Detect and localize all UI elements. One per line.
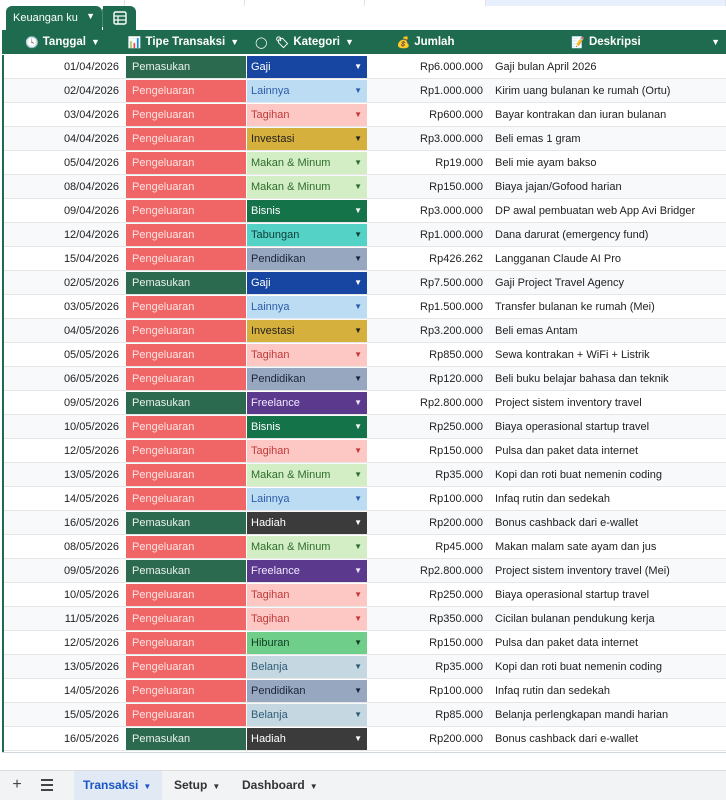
kategori-dropdown[interactable] xyxy=(247,608,367,630)
jumlah-cell[interactable]: Rp250.000 xyxy=(429,589,483,601)
deskripsi-cell[interactable]: Dana darurat (emergency fund) xyxy=(495,229,649,241)
kategori-label: Tagihan xyxy=(251,109,290,121)
tanggal-cell[interactable]: 09/05/2026 xyxy=(63,397,119,409)
deskripsi-cell[interactable]: Makan malam sate ayam dan jus xyxy=(495,541,657,553)
table-row xyxy=(4,343,726,367)
tag-icon: 🏷 xyxy=(275,36,290,49)
deskripsi-cell[interactable]: Gaji Project Travel Agency xyxy=(495,277,625,289)
kategori-dropdown[interactable] xyxy=(247,656,367,678)
tipe-transaksi-cell[interactable]: Pengeluaran xyxy=(126,248,246,270)
jumlah-cell[interactable]: Rp200.000 xyxy=(429,517,483,529)
jumlah-cell[interactable]: Rp3.000.000 xyxy=(420,133,483,145)
deskripsi-cell[interactable]: Biaya operasional startup travel xyxy=(495,421,650,433)
jumlah-cell[interactable]: Rp850.000 xyxy=(429,349,483,361)
table-row xyxy=(4,175,726,199)
kategori-label: Freelance xyxy=(251,397,300,409)
dropdown-arrow-icon[interactable]: ▼ xyxy=(354,446,362,455)
kategori-label: Belanja xyxy=(251,661,288,673)
kategori-label: Belanja xyxy=(251,709,288,721)
chevron-down-icon[interactable]: ▼ xyxy=(309,782,318,791)
dropdown-arrow-icon[interactable]: ▼ xyxy=(354,638,362,647)
tanggal-cell[interactable]: 08/04/2026 xyxy=(63,181,119,193)
tanggal-cell[interactable]: 04/05/2026 xyxy=(63,325,119,337)
header-tipe-label: Tipe Transaksi xyxy=(145,36,226,48)
table-row xyxy=(4,487,726,511)
header-jumlah-label: Jumlah xyxy=(414,36,455,48)
dropdown-arrow-icon[interactable]: ▼ xyxy=(354,590,362,599)
table-row xyxy=(4,367,726,391)
tipe-transaksi-cell[interactable]: Pengeluaran xyxy=(126,320,246,342)
table-header-row xyxy=(2,30,726,54)
table-row xyxy=(4,391,726,415)
header-tanggal-label: Tanggal xyxy=(42,36,86,48)
jumlah-cell[interactable]: Rp100.000 xyxy=(429,685,483,697)
header-deskripsi[interactable] xyxy=(486,30,726,54)
kategori-dropdown[interactable] xyxy=(247,152,367,174)
tipe-transaksi-cell[interactable]: Pengeluaran xyxy=(126,440,246,462)
jumlah-cell[interactable]: Rp19.000 xyxy=(435,157,483,169)
tanggal-cell[interactable]: 05/05/2026 xyxy=(63,349,119,361)
kategori-label: Hadiah xyxy=(251,517,286,529)
dropdown-arrow-icon[interactable]: ▼ xyxy=(354,422,362,431)
jumlah-cell[interactable]: Rp3.000.000 xyxy=(420,205,483,217)
kategori-dropdown[interactable] xyxy=(247,224,367,246)
table-row xyxy=(4,463,726,487)
bar-chart-icon: 📊 xyxy=(127,36,142,49)
jumlah-cell[interactable]: Rp45.000 xyxy=(435,541,483,553)
kategori-dropdown[interactable] xyxy=(247,320,367,342)
table-view-bar xyxy=(0,6,726,30)
tab-dashboard-label: Dashboard xyxy=(242,778,305,792)
header-tanggal[interactable] xyxy=(2,30,123,54)
tipe-transaksi-cell[interactable]: Pengeluaran xyxy=(126,152,246,174)
dropdown-arrow-icon[interactable]: ▼ xyxy=(354,86,362,95)
tipe-transaksi-cell[interactable]: Pengeluaran xyxy=(126,680,246,702)
kategori-label: Tagihan xyxy=(251,613,290,625)
deskripsi-cell[interactable]: Bonus cashback dari e-wallet xyxy=(495,517,639,529)
kategori-label: Lainnya xyxy=(251,301,290,313)
dropdown-arrow-icon[interactable]: ▼ xyxy=(354,734,362,743)
tanggal-cell[interactable]: 04/04/2026 xyxy=(63,133,119,145)
kategori-dropdown[interactable] xyxy=(247,512,367,534)
tanggal-cell[interactable]: 13/05/2026 xyxy=(63,661,119,673)
tanggal-cell[interactable]: 09/04/2026 xyxy=(63,205,119,217)
tipe-transaksi-cell[interactable]: Pemasukan xyxy=(126,56,246,78)
kategori-label: Tagihan xyxy=(251,589,290,601)
deskripsi-cell[interactable]: Transfer bulanan ke rumah (Mei) xyxy=(495,301,655,313)
jumlah-cell[interactable]: Rp2.800.000 xyxy=(420,397,483,409)
table-row xyxy=(4,271,726,295)
tanggal-cell[interactable]: 01/04/2026 xyxy=(63,61,119,73)
table-row xyxy=(4,631,726,655)
kategori-label: Lainnya xyxy=(251,493,290,505)
tanggal-cell[interactable]: 15/05/2026 xyxy=(63,709,119,721)
kategori-dropdown[interactable] xyxy=(247,392,367,414)
kategori-dropdown[interactable] xyxy=(247,56,367,78)
deskripsi-cell[interactable]: Bayar kontrakan dan iuran bulanan xyxy=(495,109,667,121)
chip-icon: ◯ xyxy=(255,36,268,49)
kategori-dropdown[interactable] xyxy=(247,248,367,270)
jumlah-cell[interactable]: Rp35.000 xyxy=(435,469,483,481)
kategori-label: Tagihan xyxy=(251,349,290,361)
dropdown-arrow-icon[interactable]: ▼ xyxy=(354,614,362,623)
header-tipe[interactable] xyxy=(123,30,244,54)
dropdown-arrow-icon[interactable]: ▼ xyxy=(354,350,362,359)
deskripsi-cell[interactable]: Sewa kontrakan + WiFi + Listrik xyxy=(495,349,650,361)
table-row xyxy=(4,607,726,631)
kategori-label: Makan & Minum xyxy=(251,157,331,169)
clock-icon: 🕓 xyxy=(25,36,39,49)
deskripsi-cell[interactable]: DP awal pembuatan web App Avi Bridger xyxy=(495,205,696,217)
tipe-transaksi-cell[interactable]: Pengeluaran xyxy=(126,464,246,486)
table-view-chip[interactable] xyxy=(6,6,102,30)
header-kategori-label: Kategori xyxy=(293,36,340,48)
dropdown-arrow-icon[interactable]: ▼ xyxy=(354,686,362,695)
kategori-label: Pendidikan xyxy=(251,373,306,385)
jumlah-cell[interactable]: Rp2.800.000 xyxy=(420,565,483,577)
kategori-label: Bisnis xyxy=(251,421,281,433)
table-row xyxy=(4,703,726,727)
kategori-dropdown[interactable] xyxy=(247,584,367,606)
chevron-down-icon[interactable]: ▼ xyxy=(345,37,354,47)
header-jumlah[interactable] xyxy=(365,30,486,54)
tipe-transaksi-cell[interactable]: Pengeluaran xyxy=(126,80,246,102)
jumlah-cell[interactable]: Rp6.000.000 xyxy=(420,61,483,73)
tipe-transaksi-cell[interactable]: Pemasukan xyxy=(126,392,246,414)
tipe-transaksi-cell[interactable]: Pengeluaran xyxy=(126,104,246,126)
tanggal-cell[interactable]: 08/05/2026 xyxy=(63,541,119,553)
tab-transaksi-label: Transaksi xyxy=(83,778,139,792)
tanggal-cell[interactable]: 11/05/2026 xyxy=(64,613,119,625)
kategori-dropdown[interactable] xyxy=(247,536,367,558)
table-icon xyxy=(113,11,127,25)
table-row xyxy=(4,151,726,175)
tanggal-cell[interactable]: 12/04/2026 xyxy=(63,229,119,241)
tanggal-cell[interactable]: 10/05/2026 xyxy=(63,421,119,433)
kategori-label: Gaji xyxy=(251,61,271,73)
tipe-transaksi-cell[interactable]: Pengeluaran xyxy=(126,584,246,606)
tanggal-cell[interactable]: 10/05/2026 xyxy=(63,589,119,601)
jumlah-cell[interactable]: Rp120.000 xyxy=(429,373,483,385)
deskripsi-cell[interactable]: Beli emas 1 gram xyxy=(495,133,581,145)
dropdown-arrow-icon[interactable]: ▼ xyxy=(354,542,362,551)
tipe-transaksi-cell[interactable]: Pengeluaran xyxy=(126,536,246,558)
tanggal-cell[interactable]: 13/05/2026 xyxy=(63,469,119,481)
jumlah-cell[interactable]: Rp1.500.000 xyxy=(420,301,483,313)
kategori-label: Hiburan xyxy=(251,637,290,649)
deskripsi-cell[interactable]: Beli emas Antam xyxy=(495,325,578,337)
dropdown-arrow-icon[interactable]: ▼ xyxy=(354,662,362,671)
dropdown-arrow-icon[interactable]: ▼ xyxy=(354,230,362,239)
tanggal-cell[interactable]: 12/05/2026 xyxy=(63,445,119,457)
tanggal-cell[interactable]: 15/04/2026 xyxy=(63,253,119,265)
header-deskripsi-label: Deskripsi xyxy=(588,36,641,48)
tab-setup-label: Setup xyxy=(174,778,208,792)
table-row xyxy=(4,79,726,103)
table-row xyxy=(4,247,726,271)
tanggal-cell[interactable]: 03/04/2026 xyxy=(63,109,119,121)
kategori-label: Pendidikan xyxy=(251,253,306,265)
tipe-transaksi-cell[interactable]: Pengeluaran xyxy=(126,368,246,390)
kategori-label: Gaji xyxy=(251,277,271,289)
jumlah-cell[interactable]: Rp100.000 xyxy=(429,493,483,505)
table-row xyxy=(4,319,726,343)
deskripsi-cell[interactable]: Cicilan bulanan pendukung kerja xyxy=(495,613,655,625)
tipe-transaksi-cell[interactable]: Pengeluaran xyxy=(126,704,246,726)
table-row xyxy=(4,559,726,583)
tanggal-cell[interactable]: 03/05/2026 xyxy=(63,301,119,313)
tipe-transaksi-cell[interactable]: Pemasukan xyxy=(126,728,246,750)
table-row xyxy=(4,439,726,463)
table-row xyxy=(4,583,726,607)
money-bag-icon: 💰 xyxy=(396,36,411,49)
kategori-dropdown[interactable] xyxy=(247,368,367,390)
deskripsi-cell[interactable]: Pulsa dan paket data internet xyxy=(495,445,639,457)
tipe-transaksi-cell[interactable]: Pengeluaran xyxy=(126,416,246,438)
dropdown-arrow-icon[interactable]: ▼ xyxy=(354,110,362,119)
jumlah-cell[interactable]: Rp1.000.000 xyxy=(420,85,483,97)
jumlah-cell[interactable]: Rp350.000 xyxy=(429,613,483,625)
tanggal-cell[interactable]: 14/05/2026 xyxy=(63,685,119,697)
table-row xyxy=(4,535,726,559)
kategori-dropdown[interactable] xyxy=(247,416,367,438)
table-row xyxy=(4,295,726,319)
deskripsi-cell[interactable]: Kirim uang bulanan ke rumah (Ortu) xyxy=(495,85,671,97)
table-row xyxy=(4,415,726,439)
tipe-transaksi-cell[interactable]: Pengeluaran xyxy=(126,632,246,654)
tanggal-cell[interactable]: 12/05/2026 xyxy=(63,637,119,649)
deskripsi-cell[interactable]: Kopi dan roti buat nemenin coding xyxy=(495,469,662,481)
grid-bottom-area xyxy=(2,752,726,770)
kategori-label: Lainnya xyxy=(251,85,290,97)
deskripsi-cell[interactable]: Beli mie ayam bakso xyxy=(495,157,597,169)
kategori-dropdown[interactable] xyxy=(247,296,367,318)
dropdown-arrow-icon[interactable]: ▼ xyxy=(354,182,362,191)
jumlah-cell[interactable]: Rp600.000 xyxy=(429,109,483,121)
tipe-transaksi-cell[interactable]: Pengeluaran xyxy=(126,344,246,366)
tipe-transaksi-cell[interactable]: Pengeluaran xyxy=(126,656,246,678)
tipe-transaksi-cell[interactable]: Pengeluaran xyxy=(126,608,246,630)
deskripsi-cell[interactable]: Biaya operasional startup travel xyxy=(495,589,650,601)
jumlah-cell[interactable]: Rp150.000 xyxy=(429,637,483,649)
tipe-transaksi-cell[interactable]: Pengeluaran xyxy=(126,224,246,246)
kategori-label: Freelance xyxy=(251,565,300,577)
table-row xyxy=(4,127,726,151)
dropdown-arrow-icon[interactable]: ▼ xyxy=(354,398,362,407)
transaction-table xyxy=(2,55,726,752)
kategori-label: Makan & Minum xyxy=(251,469,331,481)
deskripsi-cell[interactable]: Project sistem inventory travel (Mei) xyxy=(495,565,670,577)
deskripsi-cell[interactable]: Belanja perlengkapan mandi harian xyxy=(495,709,669,721)
table-row xyxy=(4,727,726,751)
tab-setup[interactable] xyxy=(174,771,232,800)
table-row xyxy=(4,199,726,223)
table-row xyxy=(4,103,726,127)
tab-dashboard[interactable] xyxy=(242,771,332,800)
dropdown-arrow-icon[interactable]: ▼ xyxy=(354,134,362,143)
kategori-dropdown[interactable] xyxy=(247,200,367,222)
kategori-dropdown[interactable] xyxy=(247,104,367,126)
deskripsi-cell[interactable]: Kopi dan roti buat nemenin coding xyxy=(495,661,662,673)
deskripsi-cell[interactable]: Project sistem inventory travel xyxy=(495,397,642,409)
dropdown-arrow-icon[interactable]: ▼ xyxy=(354,302,362,311)
dropdown-arrow-icon[interactable]: ▼ xyxy=(354,518,362,527)
deskripsi-cell[interactable]: Infaq rutin dan sedekah xyxy=(495,685,610,697)
dropdown-arrow-icon[interactable]: ▼ xyxy=(354,374,362,383)
dropdown-arrow-icon[interactable]: ▼ xyxy=(354,494,362,503)
deskripsi-cell[interactable]: Bonus cashback dari e-wallet xyxy=(495,733,639,745)
chevron-down-icon[interactable]: ▼ xyxy=(230,37,240,47)
tanggal-cell[interactable]: 09/05/2026 xyxy=(63,565,119,577)
kategori-dropdown[interactable] xyxy=(247,440,367,462)
tipe-transaksi-cell[interactable]: Pengeluaran xyxy=(126,488,246,510)
deskripsi-cell[interactable]: Biaya jajan/Gofood harian xyxy=(495,181,622,193)
kategori-label: Pendidikan xyxy=(251,685,306,697)
jumlah-cell[interactable]: Rp85.000 xyxy=(435,709,483,721)
tanggal-cell[interactable]: 14/05/2026 xyxy=(63,493,119,505)
kategori-label: Makan & Minum xyxy=(251,541,331,553)
hamburger-menu-icon[interactable] xyxy=(38,776,56,796)
dropdown-arrow-icon[interactable]: ▼ xyxy=(354,566,362,575)
kategori-label: Makan & Minum xyxy=(251,181,331,193)
dropdown-arrow-icon[interactable]: ▼ xyxy=(354,62,362,71)
tanggal-cell[interactable]: 02/05/2026 xyxy=(63,277,119,289)
tanggal-cell[interactable]: 16/05/2026 xyxy=(63,733,119,745)
dropdown-arrow-icon[interactable]: ▼ xyxy=(354,326,362,335)
kategori-label: Tagihan xyxy=(251,445,290,457)
jumlah-cell[interactable]: Rp250.000 xyxy=(429,421,483,433)
plus-icon[interactable]: + xyxy=(12,776,22,793)
kategori-dropdown[interactable] xyxy=(247,704,367,726)
chevron-down-icon[interactable]: ▼ xyxy=(711,37,720,47)
chevron-down-icon[interactable]: ▼ xyxy=(212,782,221,791)
jumlah-cell[interactable]: Rp426.262 xyxy=(429,253,483,265)
memo-icon: 📝 xyxy=(571,36,585,49)
kategori-dropdown[interactable] xyxy=(247,728,367,750)
tanggal-cell[interactable]: 16/05/2026 xyxy=(63,517,119,529)
tanggal-cell[interactable]: 02/04/2026 xyxy=(63,85,119,97)
deskripsi-cell[interactable]: Langganan Claude AI Pro xyxy=(495,253,621,265)
kategori-dropdown[interactable] xyxy=(247,344,367,366)
jumlah-cell[interactable]: Rp150.000 xyxy=(429,181,483,193)
kategori-label: Bisnis xyxy=(251,205,281,217)
dropdown-arrow-icon[interactable]: ▼ xyxy=(354,470,362,479)
tanggal-cell[interactable]: 05/04/2026 xyxy=(63,157,119,169)
dropdown-arrow-icon[interactable]: ▼ xyxy=(354,158,362,167)
kategori-dropdown[interactable] xyxy=(247,464,367,486)
dropdown-arrow-icon[interactable]: ▼ xyxy=(354,254,362,263)
dropdown-arrow-icon[interactable]: ▼ xyxy=(354,278,362,287)
deskripsi-cell[interactable]: Beli buku belajar bahasa dan teknik xyxy=(495,373,669,385)
table-row xyxy=(4,55,726,79)
dropdown-arrow-icon[interactable]: ▼ xyxy=(354,206,362,215)
tipe-transaksi-cell[interactable]: Pemasukan xyxy=(126,560,246,582)
tipe-transaksi-cell[interactable]: Pengeluaran xyxy=(126,200,246,222)
tipe-transaksi-cell[interactable]: Pemasukan xyxy=(126,512,246,534)
kategori-dropdown[interactable] xyxy=(247,176,367,198)
deskripsi-cell[interactable]: Pulsa dan paket data internet xyxy=(495,637,639,649)
table-row xyxy=(4,223,726,247)
tipe-transaksi-cell[interactable]: Pemasukan xyxy=(126,272,246,294)
table-view-name: Keuangan ku xyxy=(13,12,78,24)
deskripsi-cell[interactable]: Gaji bulan April 2026 xyxy=(495,61,597,73)
jumlah-cell[interactable]: Rp7.500.000 xyxy=(420,277,483,289)
table-view-button[interactable] xyxy=(103,6,136,30)
table-row xyxy=(4,679,726,703)
tanggal-cell[interactable]: 06/05/2026 xyxy=(63,373,119,385)
kategori-label: Tabungan xyxy=(251,229,300,241)
jumlah-cell[interactable]: Rp150.000 xyxy=(429,445,483,457)
chevron-down-icon[interactable]: ▼ xyxy=(86,11,95,21)
jumlah-cell[interactable]: Rp3.200.000 xyxy=(420,325,483,337)
kategori-label: Hadiah xyxy=(251,733,286,745)
table-row xyxy=(4,511,726,535)
tipe-transaksi-cell[interactable]: Pengeluaran xyxy=(126,128,246,150)
kategori-label: Investasi xyxy=(251,133,295,145)
table-row xyxy=(4,655,726,679)
kategori-dropdown[interactable] xyxy=(247,680,367,702)
kategori-dropdown[interactable] xyxy=(247,80,367,102)
sheet-tab-bar xyxy=(0,770,726,800)
kategori-dropdown[interactable] xyxy=(247,128,367,150)
kategori-label: Investasi xyxy=(251,325,295,337)
deskripsi-cell[interactable]: Infaq rutin dan sedekah xyxy=(495,493,610,505)
kategori-dropdown[interactable] xyxy=(247,632,367,654)
jumlah-cell[interactable]: Rp200.000 xyxy=(429,733,483,745)
chevron-down-icon[interactable]: ▼ xyxy=(143,782,152,791)
jumlah-cell[interactable]: Rp1.000.000 xyxy=(420,229,483,241)
dropdown-arrow-icon[interactable]: ▼ xyxy=(354,710,362,719)
jumlah-cell[interactable]: Rp35.000 xyxy=(435,661,483,673)
kategori-dropdown[interactable] xyxy=(247,488,367,510)
header-kategori[interactable] xyxy=(244,30,365,54)
tab-transaksi[interactable] xyxy=(74,771,162,800)
tipe-transaksi-cell[interactable]: Pengeluaran xyxy=(126,176,246,198)
tipe-transaksi-cell[interactable]: Pengeluaran xyxy=(126,296,246,318)
kategori-dropdown[interactable] xyxy=(247,272,367,294)
kategori-dropdown[interactable] xyxy=(247,560,367,582)
chevron-down-icon[interactable]: ▼ xyxy=(91,37,100,47)
